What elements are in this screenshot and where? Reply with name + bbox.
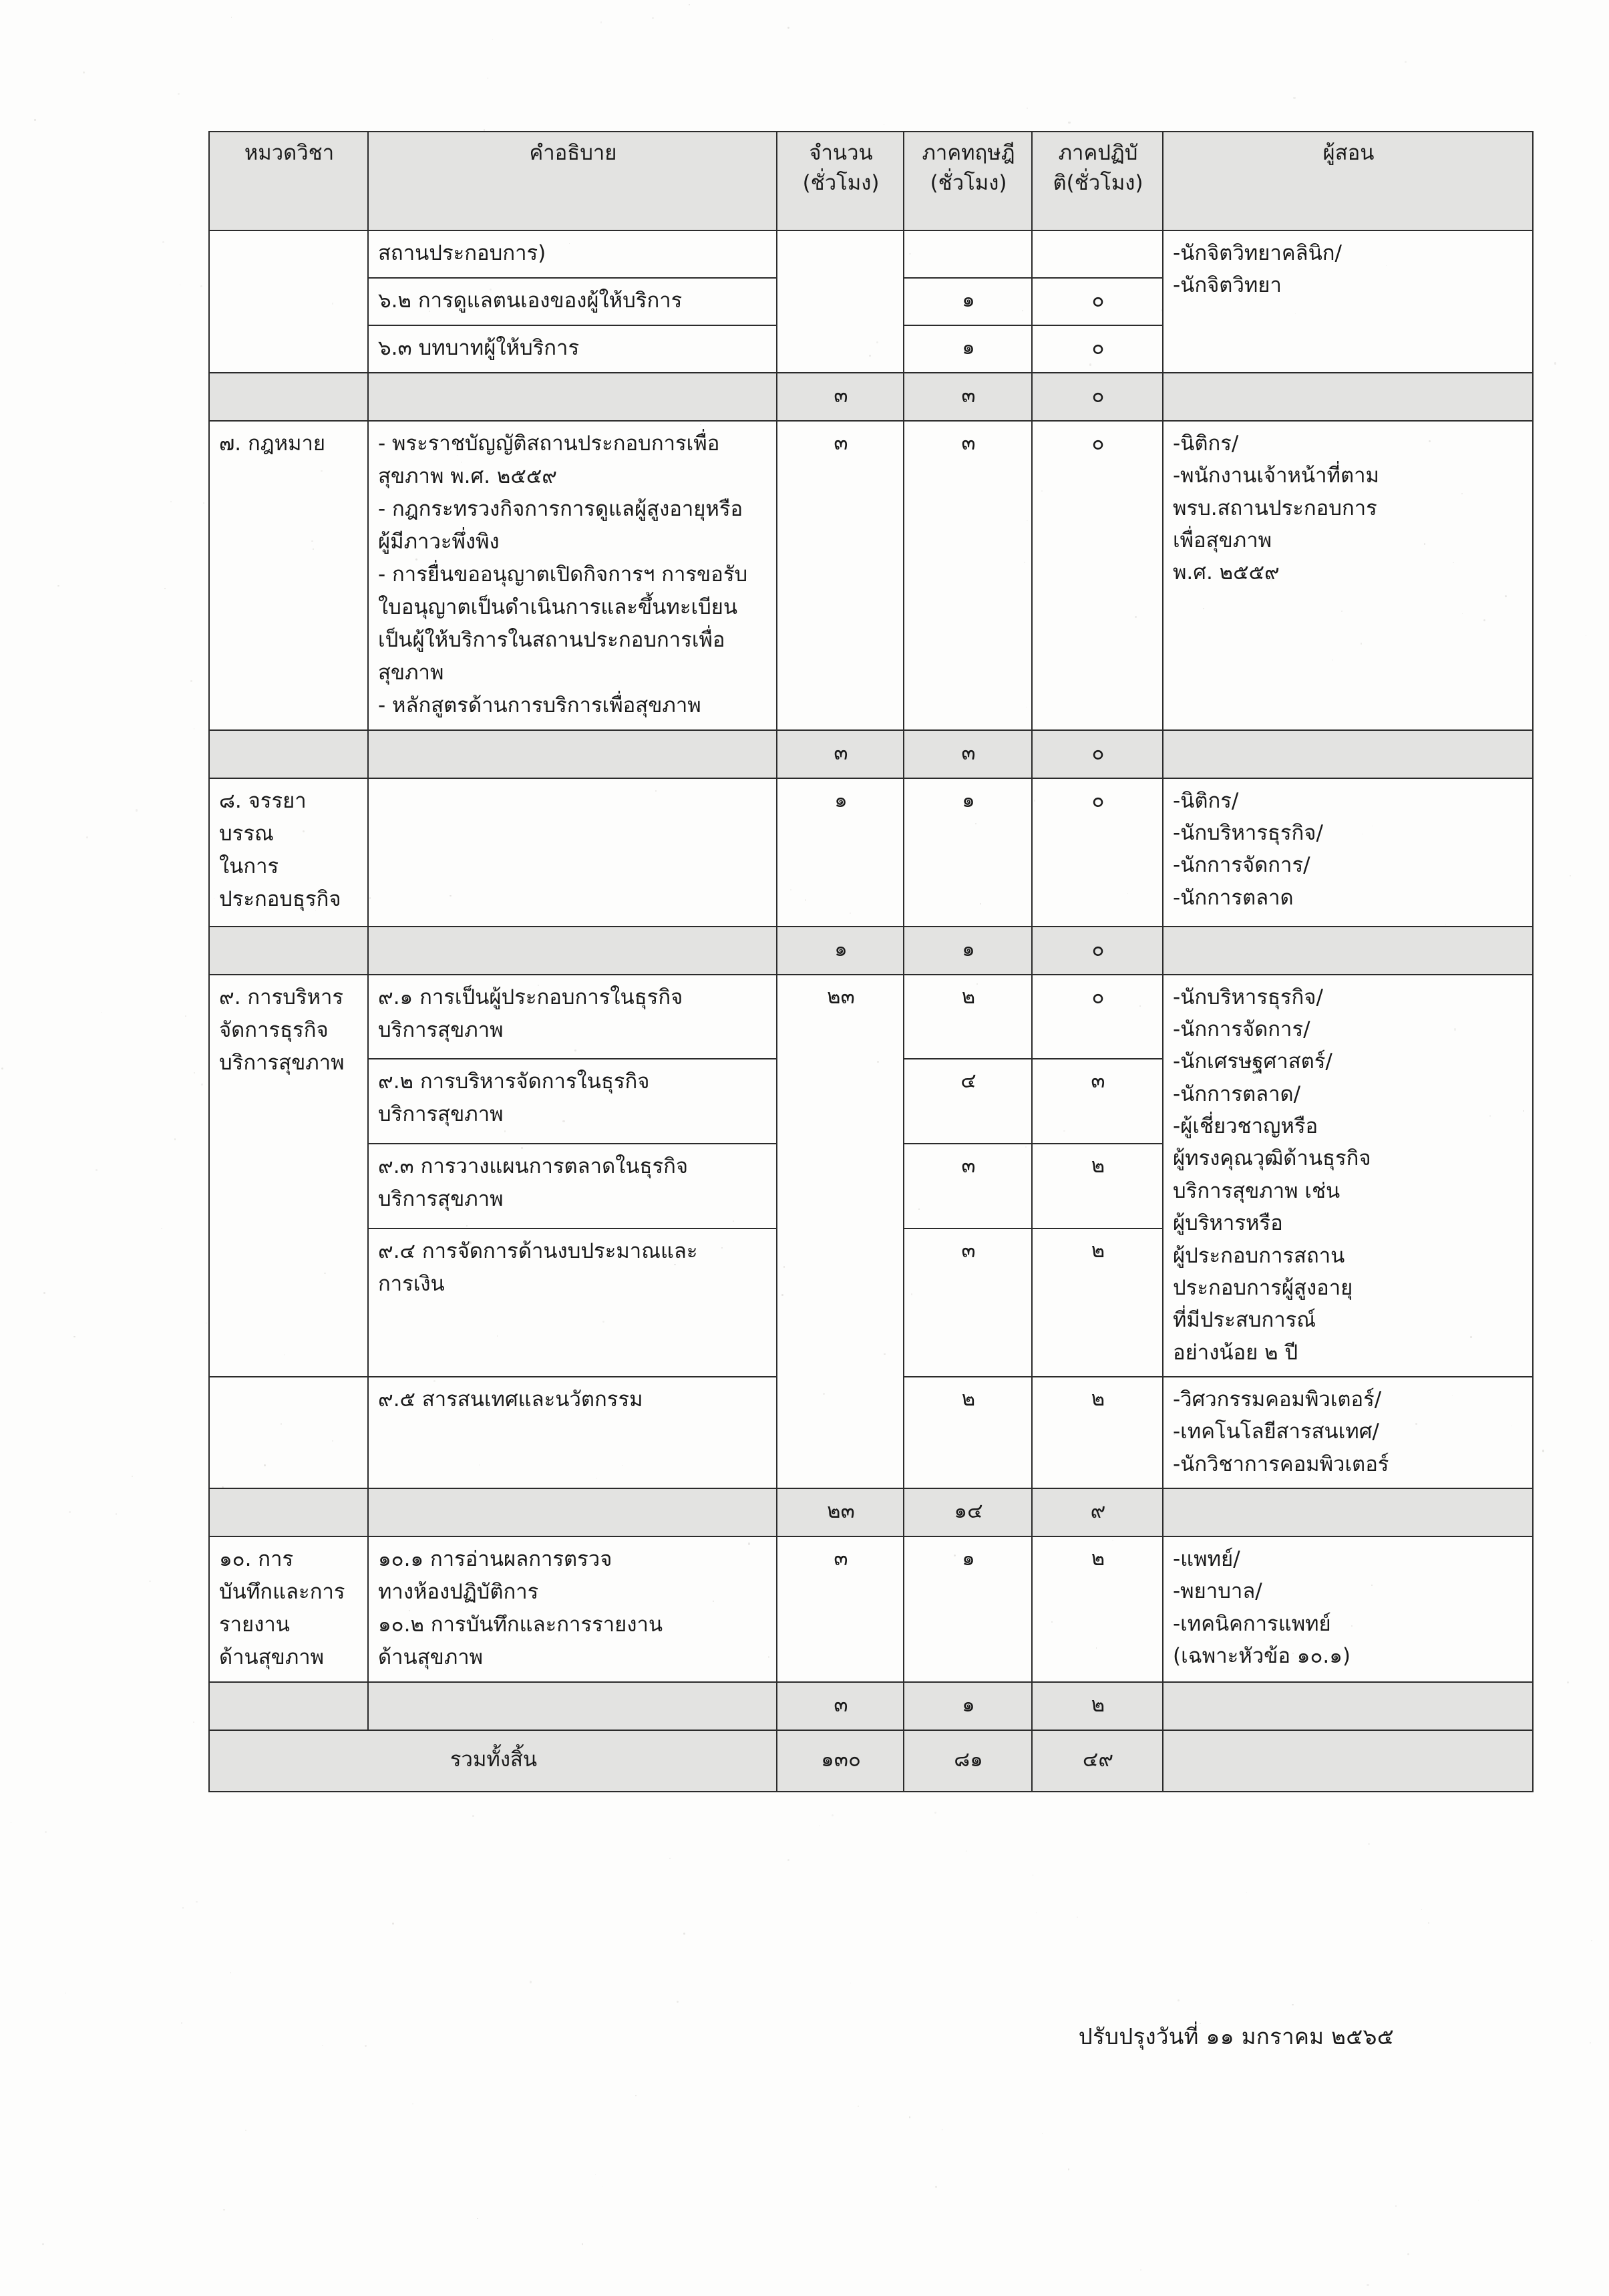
category-line: ๑๐. การ: [219, 1547, 294, 1572]
subtotal-total-hours: ๒๓: [777, 1488, 904, 1536]
teacher-line: -นักบริหารธุรกิจ/: [1173, 985, 1323, 1009]
category-line: ในการ: [219, 854, 279, 878]
teacher-line: -เทคโนโลยีสารสนเทศ/: [1173, 1420, 1379, 1444]
category-line: บริการสุขภาพ: [219, 1050, 345, 1075]
header-row: [209, 132, 1533, 230]
teacher-line: (เฉพาะหัวข้อ ๑๐.๑): [1173, 1644, 1351, 1669]
subtotal-theory-hours: ๑: [904, 927, 1032, 975]
description-cell: ๙.๕ สารสนเทศและนวัตกรรม: [368, 1377, 777, 1488]
practice-hours-cell: ๒: [1032, 1228, 1163, 1377]
header-theory-line2: (ชั่วโมง): [930, 170, 1007, 195]
header-theory-line1: ภาคทฤษฎี: [922, 141, 1015, 165]
grand-total-theory-hours: ๘๑: [904, 1730, 1032, 1792]
description-line: ใบอนุญาตเป็นดำเนินการและขึ้นทะเบียน: [378, 595, 738, 619]
category-line: ๘. จรรยาบรรณ: [219, 788, 307, 846]
subtotal-row: [209, 1682, 1533, 1730]
table-row: [209, 421, 1533, 730]
subtotal-row: [209, 1488, 1533, 1536]
subtotal-theory-hours: ๓: [904, 373, 1032, 421]
teacher-line: พรบ.สถานประกอบการ: [1173, 496, 1377, 520]
category-line: ประกอบธุรกิจ: [219, 886, 341, 911]
grand-total-label: รวมทั้งสิ้น: [209, 1730, 777, 1792]
teacher-cell: [1163, 230, 1533, 373]
header-practice-hours: [1032, 132, 1163, 230]
description-line: ๙.๑ การเป็นผู้ประกอบการในธุรกิจ: [378, 985, 683, 1009]
subtotal-theory-hours: ๓: [904, 730, 1032, 778]
teacher-line: -นิติกร/: [1173, 431, 1239, 456]
table-row: [209, 975, 1533, 1059]
teacher-line: -แพทย์/: [1173, 1547, 1240, 1572]
theory-hours-cell: ๑: [904, 325, 1032, 373]
description-cell: [368, 1536, 777, 1682]
table-row: [209, 1536, 1533, 1682]
header-total-line1: จำนวน: [809, 141, 873, 165]
teacher-line: -เทคนิคการแพทย์: [1173, 1611, 1331, 1636]
course-hours-table: [208, 131, 1534, 1792]
description-line: การเงิน: [378, 1271, 445, 1296]
total-hours-cell: ๓: [777, 421, 904, 730]
theory-hours-cell: ๑: [904, 1536, 1032, 1682]
total-hours-cell: ๓: [777, 1536, 904, 1682]
course-hours-table-container: [208, 131, 1532, 1792]
subtotal-category-cell: [209, 1682, 368, 1730]
teacher-line: -นักการตลาด: [1173, 885, 1294, 910]
theory-hours-cell: ๔: [904, 1059, 1032, 1144]
subtotal-teacher-cell: [1163, 1682, 1533, 1730]
teacher-line: -นักการจัดการ/: [1173, 853, 1310, 878]
description-line: ผู้มีภาวะพึ่งพิง: [378, 529, 500, 554]
practice-hours-cell: ๐: [1032, 421, 1163, 730]
subtotal-theory-hours: ๑: [904, 1682, 1032, 1730]
header-category: หมวดวิชา: [209, 132, 368, 230]
teacher-line: -นิติกร/: [1173, 788, 1239, 813]
description-cell: สถานประกอบการ): [368, 230, 777, 278]
subtotal-practice-hours: ๙: [1032, 1488, 1163, 1536]
table-row: [209, 230, 1533, 278]
teacher-cell: [1163, 1536, 1533, 1682]
header-total-hours: [777, 132, 904, 230]
theory-hours-cell: ๓: [904, 1144, 1032, 1228]
subtotal-total-hours: ๑: [777, 927, 904, 975]
description-line: ด้านสุขภาพ: [378, 1645, 484, 1669]
practice-hours-cell: ๐: [1032, 975, 1163, 1059]
teacher-cell: [1163, 1377, 1533, 1488]
header-theory-hours: [904, 132, 1032, 230]
description-line: ๙.๒ การบริหารจัดการในธุรกิจ: [378, 1070, 650, 1094]
category-cell: [209, 975, 368, 1377]
teacher-line: -นักเศรษฐศาสตร์/: [1173, 1049, 1332, 1074]
teacher-line: -นักจิตวิทยา: [1173, 273, 1282, 298]
grand-total-row: [209, 1730, 1533, 1792]
teacher-cell: [1163, 778, 1533, 927]
category-cell: [209, 778, 368, 927]
description-line: - หลักสูตรด้านการบริการเพื่อสุขภาพ: [378, 693, 701, 717]
grand-total-teacher-cell: [1163, 1730, 1533, 1792]
theory-hours-cell: ๒: [904, 975, 1032, 1059]
description-cell: [368, 1228, 777, 1377]
theory-hours-cell: ๑: [904, 278, 1032, 325]
total-hours-cell: ๒๓: [777, 975, 904, 1488]
subtotal-description-cell: [368, 373, 777, 421]
subtotal-row: [209, 730, 1533, 778]
subtotal-practice-hours: ๐: [1032, 927, 1163, 975]
description-line: สุขภาพ พ.ศ. ๒๕๕๙: [378, 464, 557, 488]
revision-date-note: ปรับปรุงวันที่ ๑๑ มกราคม ๒๕๖๕: [1078, 2023, 1394, 2049]
theory-hours-cell: ๓: [904, 1228, 1032, 1377]
teacher-line: ผู้ทรงคุณวุฒิด้านธุรกิจ: [1173, 1146, 1371, 1171]
description-cell: [368, 1144, 777, 1228]
category-line: บันทึกและการ: [219, 1579, 345, 1604]
subtotal-description-cell: [368, 1488, 777, 1536]
subtotal-teacher-cell: [1163, 927, 1533, 975]
subtotal-total-hours: ๓: [777, 373, 904, 421]
teacher-cell: [1163, 975, 1533, 1377]
theory-hours-cell: ๒: [904, 1377, 1032, 1488]
subtotal-category-cell: [209, 373, 368, 421]
category-line: ๙. การบริหาร: [219, 985, 344, 1009]
description-line: - กฎกระทรวงกิจการการดูแลผู้สูงอายุหรือ: [378, 496, 743, 521]
header-teacher: ผู้สอน: [1163, 132, 1533, 230]
description-line: ทางห้องปฏิบัติการ: [378, 1579, 539, 1604]
practice-hours-cell: ๓: [1032, 1059, 1163, 1144]
teacher-line: อย่างน้อย ๒ ปี: [1173, 1340, 1298, 1365]
subtotal-teacher-cell: [1163, 730, 1533, 778]
description-line: ๙.๔ การจัดการด้านงบประมาณและ: [378, 1239, 698, 1263]
description-cell: ๖.๓ บทบาทผู้ให้บริการ: [368, 325, 777, 373]
grand-total-practice-hours: ๔๙: [1032, 1730, 1163, 1792]
grand-total-hours: ๑๓๐: [777, 1730, 904, 1792]
subtotal-theory-hours: ๑๔: [904, 1488, 1032, 1536]
description-line: - พระราชบัญญัติสถานประกอบการเพื่อ: [378, 431, 720, 456]
teacher-line: -นักบริหารธุรกิจ/: [1173, 820, 1323, 845]
subtotal-practice-hours: ๐: [1032, 373, 1163, 421]
teacher-line: พ.ศ. ๒๕๕๙: [1173, 560, 1280, 585]
description-line: เป็นผู้ให้บริการในสถานประกอบการเพื่อสุขภาพ: [378, 627, 725, 685]
subtotal-description-cell: [368, 927, 777, 975]
subtotal-practice-hours: ๐: [1032, 730, 1163, 778]
category-cell: [209, 1377, 368, 1488]
teacher-line: -วิศวกรรมคอมพิวเตอร์/: [1173, 1387, 1382, 1412]
description-line: ๙.๓ การวางแผนการตลาดในธุรกิจ: [378, 1154, 689, 1179]
practice-hours-cell: ๒: [1032, 1144, 1163, 1228]
header-total-line2: (ชั่วโมง): [802, 170, 880, 195]
teacher-line: ผู้ประกอบการสถาน: [1173, 1243, 1345, 1268]
subtotal-row: [209, 927, 1533, 975]
header-description: คำอธิบาย: [368, 132, 777, 230]
description-cell: [368, 1059, 777, 1144]
category-line: ด้านสุขภาพ: [219, 1645, 325, 1669]
description-cell: [368, 421, 777, 730]
description-cell: [368, 975, 777, 1059]
subtotal-row: [209, 373, 1533, 421]
subtotal-teacher-cell: [1163, 1488, 1533, 1536]
teacher-line: -พยาบาล/: [1173, 1579, 1262, 1604]
teacher-line: บริการสุขภาพ เช่น: [1173, 1178, 1340, 1203]
category-cell: [209, 1536, 368, 1682]
practice-hours-cell: ๒: [1032, 1377, 1163, 1488]
teacher-line: ที่มีประสบการณ์: [1173, 1308, 1316, 1333]
table-body: [209, 230, 1533, 1792]
subtotal-description-cell: [368, 1682, 777, 1730]
subtotal-description-cell: [368, 730, 777, 778]
practice-hours-cell: ๐: [1032, 278, 1163, 325]
description-line: ๑๐.๑ การอ่านผลการตรวจ: [378, 1547, 612, 1572]
subtotal-total-hours: ๓: [777, 730, 904, 778]
total-hours-cell: [777, 230, 904, 373]
practice-hours-cell: ๐: [1032, 778, 1163, 927]
practice-hours-cell: ๒: [1032, 1536, 1163, 1682]
theory-hours-cell: [904, 230, 1032, 278]
teacher-line: -นักการตลาด/: [1173, 1082, 1301, 1106]
total-hours-cell: ๑: [777, 778, 904, 927]
subtotal-practice-hours: ๒: [1032, 1682, 1163, 1730]
description-line: บริการสุขภาพ: [378, 1187, 504, 1212]
teacher-line: -นักการจัดการ/: [1173, 1017, 1310, 1041]
teacher-line: ผู้บริหารหรือ: [1173, 1211, 1283, 1236]
subtotal-category-cell: [209, 730, 368, 778]
category-cell: ๗. กฎหมาย: [209, 421, 368, 730]
table-row: [209, 778, 1533, 927]
subtotal-teacher-cell: [1163, 373, 1533, 421]
category-line: รายงาน: [219, 1612, 290, 1637]
theory-hours-cell: ๑: [904, 778, 1032, 927]
teacher-line: เพื่อสุขภาพ: [1173, 528, 1272, 552]
description-cell: [368, 778, 777, 927]
description-line: บริการสุขภาพ: [378, 1102, 504, 1127]
subtotal-total-hours: ๓: [777, 1682, 904, 1730]
category-line: จัดการธุรกิจ: [219, 1017, 329, 1042]
category-cell: [209, 230, 368, 373]
subtotal-category-cell: [209, 927, 368, 975]
teacher-line: -นักจิตวิทยาคลินิก/: [1173, 241, 1342, 265]
table-header: [209, 132, 1533, 230]
header-practice-line2: ติ(ชั่วโมง): [1053, 170, 1143, 195]
description-cell: ๖.๒ การดูแลตนเองของผู้ให้บริการ: [368, 278, 777, 325]
header-practice-line1: ภาคปฏิบั: [1058, 141, 1138, 165]
teacher-line: -ผู้เชี่ยวชาญหรือ: [1173, 1114, 1318, 1139]
practice-hours-cell: [1032, 230, 1163, 278]
description-line: บริการสุขภาพ: [378, 1017, 504, 1042]
description-line: ๑๐.๒ การบันทึกและการรายงาน: [378, 1612, 663, 1637]
description-line: - การยื่นขออนุญาตเปิดกิจการฯ การขอรับ: [378, 562, 748, 587]
subtotal-category-cell: [209, 1488, 368, 1536]
teacher-line: -นักวิชาการคอมพิวเตอร์: [1173, 1452, 1389, 1476]
teacher-line: ประกอบการผู้สูงอายุ: [1173, 1275, 1353, 1300]
theory-hours-cell: ๓: [904, 421, 1032, 730]
teacher-line: -พนักงานเจ้าหน้าที่ตาม: [1173, 464, 1379, 488]
teacher-cell: [1163, 421, 1533, 730]
practice-hours-cell: ๐: [1032, 325, 1163, 373]
